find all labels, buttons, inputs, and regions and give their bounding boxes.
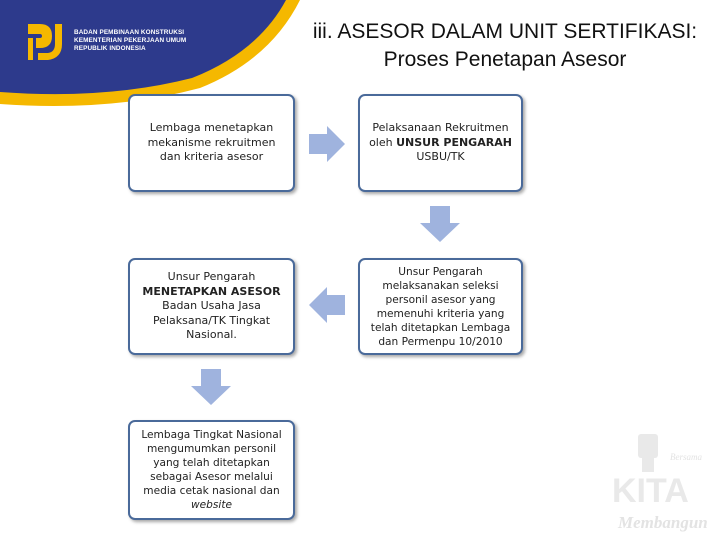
step-4-text — [136, 270, 287, 343]
step-2-box — [358, 94, 523, 192]
step-1-box — [128, 94, 295, 192]
arrow-down-icon — [419, 205, 461, 243]
organization-logo — [26, 20, 186, 62]
watermark-small-text: Bersama — [670, 452, 702, 462]
step-5-text-italic: website — [190, 499, 233, 511]
step-5-text — [136, 428, 287, 512]
arrow-down-icon — [190, 368, 232, 406]
step-2-text-pre: Pelaksanaan Rekruitmen oleh — [369, 121, 509, 149]
step-5-box — [128, 420, 295, 520]
org-line-1: BADAN PEMBINAAN KONSTRUKSI — [74, 29, 185, 36]
step-4-text-post: Badan Usaha Jasa Pelaksana/TK Tingkat Nasional. — [152, 299, 271, 342]
pu-emblem-icon — [26, 20, 66, 62]
watermark-big-text: KITA — [612, 472, 689, 510]
page-title — [290, 18, 720, 74]
step-2-text — [366, 121, 515, 165]
org-line-3: REPUBLIK INDONESIA — [74, 45, 146, 52]
step-4-text-bold: MENETAPKAN ASESOR — [142, 284, 281, 298]
title-line-2: Proses Penetapan Asesor — [383, 48, 627, 71]
arrow-right-icon — [307, 124, 347, 164]
step-4-box — [128, 258, 295, 355]
fist-icon — [638, 434, 658, 458]
organization-name — [74, 29, 186, 53]
step-1-text: Lembaga menetapkan mekanisme rekruitmen dan kriteria asesor — [147, 121, 276, 164]
step-5-text-main: Lembaga Tingkat Nasional mengumumkan personil yang telah ditetapkan sebagai Asesor melalui media cetak nasional dan — [141, 429, 282, 497]
arrow-left-icon — [307, 285, 347, 325]
title-line-1: iii. ASESOR DALAM UNIT SERTIFIKASI: — [312, 20, 698, 43]
watermark-script-text: Membangun — [618, 513, 708, 532]
step-2-text-post: USBU/TK — [416, 150, 465, 164]
bersama-kita-membangun-watermark — [600, 430, 720, 540]
step-2-text-bold: UNSUR PENGARAH — [396, 135, 512, 149]
org-line-2: KEMENTERIAN PEKERJAAN UMUM — [74, 37, 187, 44]
step-3-box — [358, 258, 523, 355]
step-4-text-pre: Unsur Pengarah — [167, 270, 256, 284]
step-3-text: Unsur Pengarah melaksanakan seleksi personil asesor yang memenuhi kriteria yang telah ditetapkan Lembaga dan Permenpu 10/2010 — [370, 265, 511, 348]
